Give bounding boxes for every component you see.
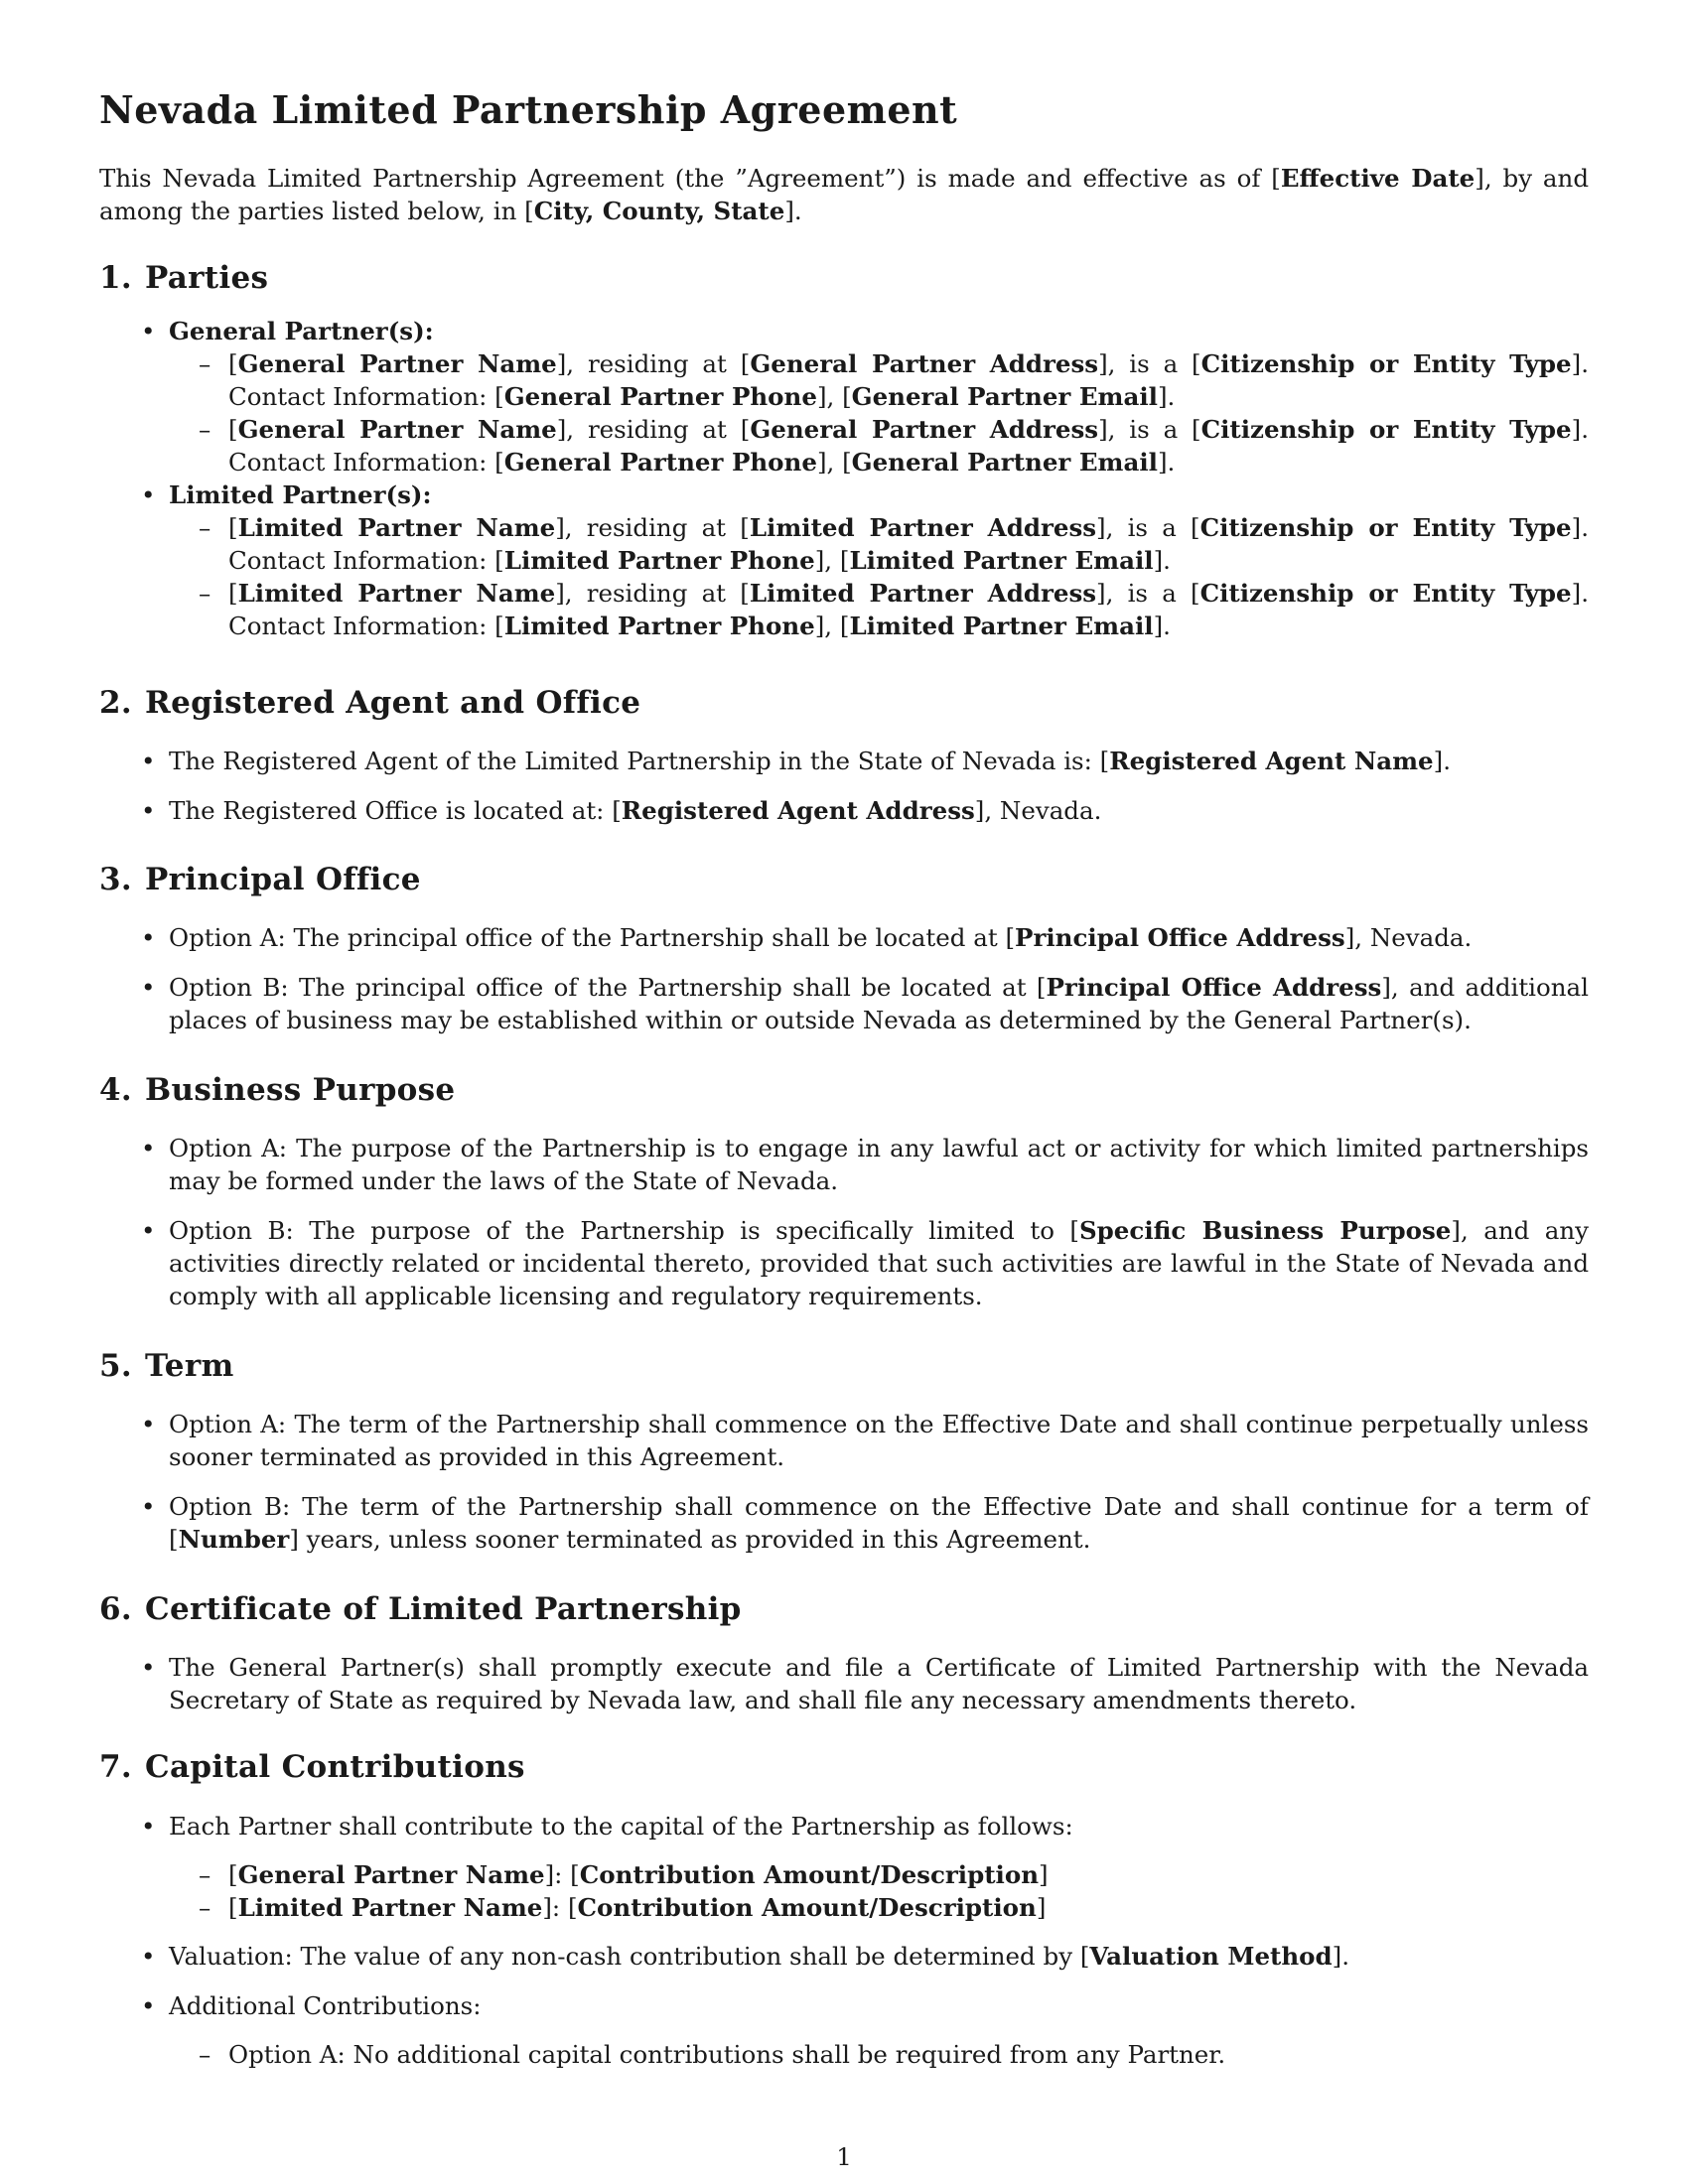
section-heading-registered-agent: 2. Registered Agent and Office <box>99 685 641 721</box>
certificate-list <box>99 1651 1589 1716</box>
term-list <box>99 1408 1589 1556</box>
list-item: • Valuation: The value of any non-cash contribution shall be determined by [Valuation Method]. <box>99 1940 1589 1973</box>
list-item: • The General Partner(s) shall promptly execute and file a Certificate of Limited Partnership with the Nevada Secretary of State as required by Nevada law, and shall file any necessary amendments thereto. <box>99 1651 1589 1716</box>
page-number: 1 <box>836 2142 852 2171</box>
list-item: • Option A: The principal office of the Partnership shall be located at [Principal Office Address], Nevada. <box>99 921 1589 954</box>
list-item: • Option A: The term of the Partnership shall commence on the Effective Date and shall continue perpetually unless sooner terminated as provided in this Agreement. <box>99 1408 1589 1473</box>
section-heading-parties: 1. Parties <box>99 260 269 296</box>
list-item: • The Registered Agent of the Limited Partnership in the State of Nevada is: [Registered Agent Name]. <box>99 745 1589 777</box>
section-heading-term: 5. Term <box>99 1348 234 1384</box>
list-item: – [Limited Partner Name], residing at [Limited Partner Address], is a [Citizenship or Entity Type]. Contact Information: [Limited Partner Phone], [Limited Partner Email]. <box>99 511 1589 577</box>
list-item: • Option B: The purpose of the Partnership is specifically limited to [Specific Business Purpose], and any activities directly related or incidental thereto, provided that such activities are lawful in the State of Nevada and comply with all applicable licensing and regulatory requirements. <box>99 1214 1589 1312</box>
parties-list <box>99 315 1589 642</box>
list-item: • Limited Partner(s): <box>99 478 1589 511</box>
section-heading-principal-office: 3. Principal Office <box>99 862 421 897</box>
list-item: • Each Partner shall contribute to the capital of the Partnership as follows: <box>99 1810 1589 1843</box>
document-title: Nevada Limited Partnership Agreement <box>99 87 958 132</box>
list-item: • General Partner(s): <box>99 315 1589 347</box>
list-item: • Option B: The principal office of the Partnership shall be located at [Principal Office Address], and additional places of business may be established within or outside Nevada as determined by the General Partner(s). <box>99 971 1589 1036</box>
intro-paragraph: This Nevada Limited Partnership Agreement (the ”Agreement”) is made and effective as of [Effective Date], by and among the parties listed below, in [City, County, State]. <box>99 164 1589 225</box>
list-item: – Option A: No additional capital contributions shall be required from any Partner. <box>99 2038 1589 2071</box>
list-item: • Option A: The purpose of the Partnership is to engage in any lawful act or activity for which limited partnerships may be formed under the laws of the State of Nevada. <box>99 1132 1589 1197</box>
list-item: – [General Partner Name]: [Contribution Amount/Description] <box>99 1858 1589 1891</box>
list-item: • Additional Contributions: <box>99 1989 1589 2022</box>
business-purpose-list <box>99 1132 1589 1312</box>
list-item: – [Limited Partner Name]: [Contribution Amount/Description] <box>99 1891 1589 1924</box>
section-heading-capital-contributions: 7. Capital Contributions <box>99 1749 525 1785</box>
city-county-state-field: City, County, State <box>533 197 785 225</box>
section-heading-business-purpose: 4. Business Purpose <box>99 1072 456 1108</box>
principal-office-list <box>99 921 1589 1036</box>
list-item: – [General Partner Name], residing at [General Partner Address], is a [Citizenship or Entity Type]. Contact Information: [General Partner Phone], [General Partner Email]. <box>99 413 1589 478</box>
list-item: – [General Partner Name], residing at [General Partner Address], is a [Citizenship or Entity Type]. Contact Information: [General Partner Phone], [General Partner Email]. <box>99 347 1589 413</box>
list-item: – [Limited Partner Name], residing at [Limited Partner Address], is a [Citizenship or Entity Type]. Contact Information: [Limited Partner Phone], [Limited Partner Email]. <box>99 577 1589 642</box>
section-heading-certificate: 6. Certificate of Limited Partnership <box>99 1591 742 1627</box>
registered-agent-list <box>99 745 1589 827</box>
effective-date-field: Effective Date <box>1280 164 1476 193</box>
capital-contributions-list <box>99 1810 1589 2071</box>
list-item: • The Registered Office is located at: [Registered Agent Address], Nevada. <box>99 794 1589 827</box>
list-item: • Option B: The term of the Partnership shall commence on the Effective Date and shall continue for a term of [Number] years, unless sooner terminated as provided in this Agreement. <box>99 1490 1589 1556</box>
